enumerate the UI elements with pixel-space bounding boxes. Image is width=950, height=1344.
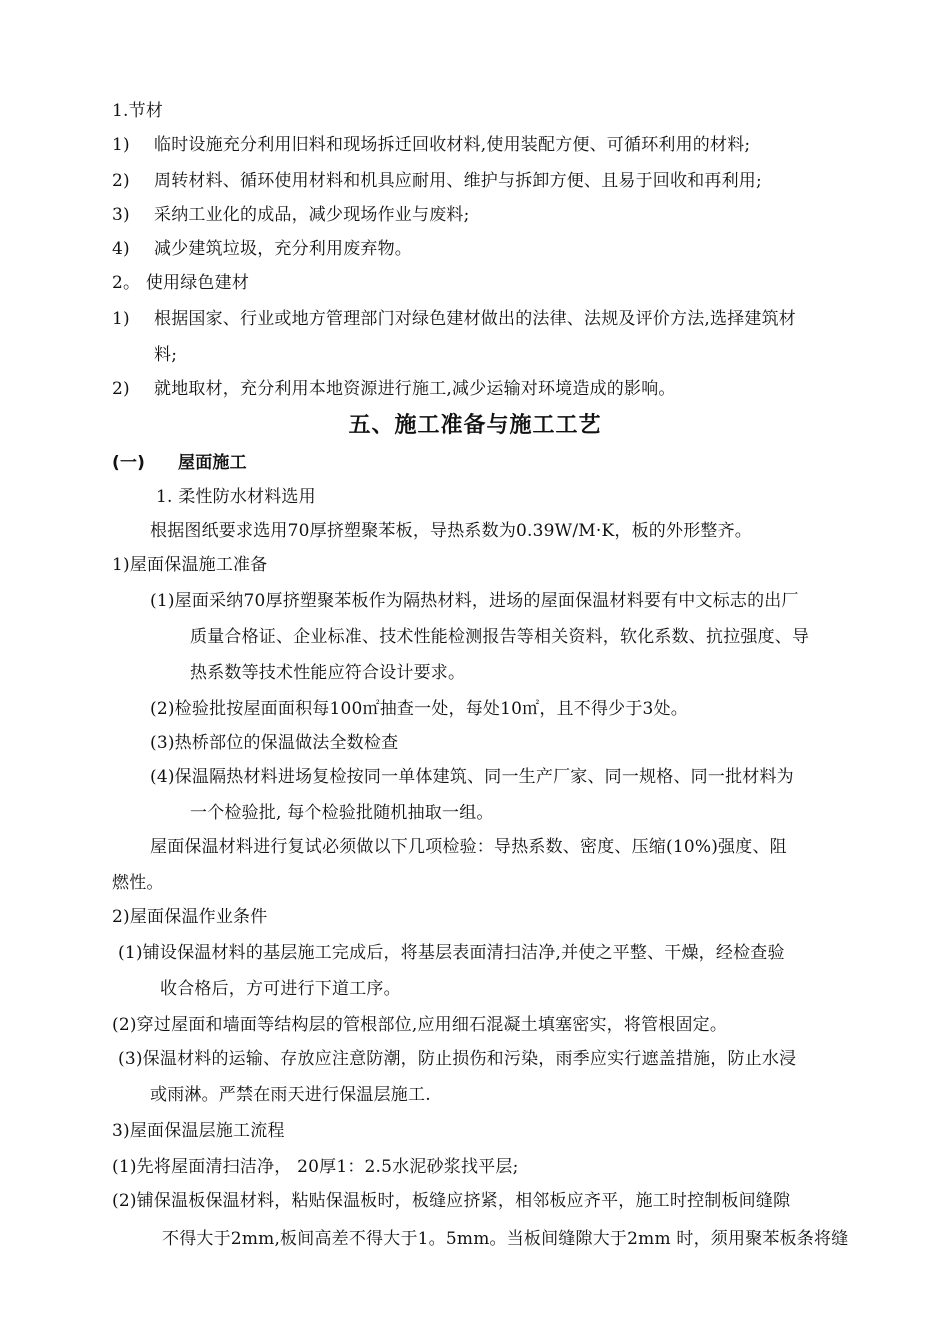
- section-heading-jiecai: 1.节材: [112, 101, 164, 121]
- prep-item-line: (1)屋面采纳70厚挤塑聚苯板作为隔热材料，进场的屋面保温材料要有中文标志的出厂: [150, 591, 799, 611]
- list-item-number: 2): [112, 171, 130, 191]
- list-item-number: 1): [112, 309, 130, 329]
- prep-item-line: (2)检验批按屋面面积每100㎡抽查一处，每处10㎡，且不得少于3处。: [150, 699, 688, 719]
- list-item: [112, 170, 762, 192]
- subsection-heading-roof: [112, 452, 247, 474]
- prep-item-line: (4)保温隔热材料进场复检按同一单体建筑、同一生产厂家、同一规格、同一批材料为: [150, 767, 794, 787]
- list-item-number: 2): [112, 379, 130, 399]
- list-item: [112, 134, 750, 156]
- flow-heading: 3)屋面保温层施工流程: [112, 1121, 285, 1141]
- condition-item-line: 收合格后，方可进行下道工序。: [160, 979, 401, 999]
- prep-heading: 1)屋面保温施工准备: [112, 555, 268, 575]
- prep-item-line: 一个检验批, 每个检验批随机抽取一组。: [190, 803, 494, 823]
- list-item-text: 根据国家、行业或地方管理部门对绿色建材做出的法律、法规及评价方法,选择建筑材: [154, 309, 797, 329]
- list-item-number: 4): [112, 239, 130, 259]
- list-item: [112, 204, 470, 226]
- condition-item-line: (2)穿过屋面和墙面等结构层的管根部位,应用细石混凝土填塞密实，将管根固定。: [112, 1015, 728, 1035]
- list-item: [112, 378, 676, 400]
- list-item-text: 临时设施充分利用旧料和现场拆迁回收材料,使用装配方便、可循环利用的材料;: [154, 135, 751, 155]
- flow-item-line: 不得大于2mm,板间高差不得大于1。5mm。当板间缝隙大于2mm 时，须用聚苯板条将缝: [162, 1229, 849, 1249]
- prep-item-line: (3)热桥部位的保温做法全数检查: [150, 733, 399, 753]
- list-item-text: 周转材料、循环使用材料和机具应耐用、维护与拆卸方便、且易于回收和再利用;: [154, 171, 762, 191]
- list-item: [112, 238, 412, 260]
- material-selection-heading: 1. 柔性防水材料选用: [156, 487, 316, 507]
- flow-item-line: (2)铺保温板保温材料，粘贴保温板时，板缝应挤紧，相邻板应齐平，施工时控制板间缝隙: [112, 1191, 791, 1211]
- condition-item-line: 或雨淋。严禁在雨天进行保温层施工.: [150, 1085, 431, 1105]
- prep-item-line: 热系数等技术性能应符合设计要求。: [190, 663, 466, 683]
- subsection-number: (一): [112, 453, 146, 473]
- condition-item-line: (3)保温材料的运输、存放应注意防潮，防止损伤和污染，雨季应实行遮盖措施，防止水浸: [118, 1049, 797, 1069]
- conditions-heading: 2)屋面保温作业条件: [112, 907, 268, 927]
- section-heading-green: 2。 使用绿色建材: [112, 273, 250, 293]
- chapter-title: 五、施工准备与施工工艺: [348, 413, 602, 438]
- paragraph: 屋面保温材料进行复试必须做以下几项检验：导热系数、密度、压缩(10%)强度、阻: [150, 837, 787, 857]
- list-item-continuation: 料;: [154, 345, 178, 365]
- paragraph: 根据图纸要求选用70厚挤塑聚苯板，导热系数为0.39W/M·K，板的外形整齐。: [150, 521, 752, 541]
- list-item-text: 就地取材，充分利用本地资源进行施工,减少运输对环境造成的影响。: [154, 379, 676, 399]
- list-item-text: 采纳工业化的成品，减少现场作业与废料;: [154, 205, 470, 225]
- subsection-title: 屋面施工: [178, 453, 247, 473]
- list-item: [112, 308, 796, 330]
- list-item-text: 减少建筑垃圾，充分利用废弃物。: [154, 239, 412, 259]
- flow-item-line: (1)先将屋面清扫洁净， 20厚1：2.5水泥砂浆找平层;: [112, 1157, 519, 1177]
- list-item-number: 3): [112, 205, 130, 225]
- list-item-number: 1): [112, 135, 130, 155]
- paragraph-continuation: 燃性。: [112, 873, 164, 893]
- prep-item-line: 质量合格证、企业标准、技术性能检测报告等相关资料，软化系数、抗拉强度、导: [190, 627, 810, 647]
- condition-item-line: (1)铺设保温材料的基层施工完成后，将基层表面清扫洁净,并使之平整、干燥，经检查验: [118, 943, 785, 963]
